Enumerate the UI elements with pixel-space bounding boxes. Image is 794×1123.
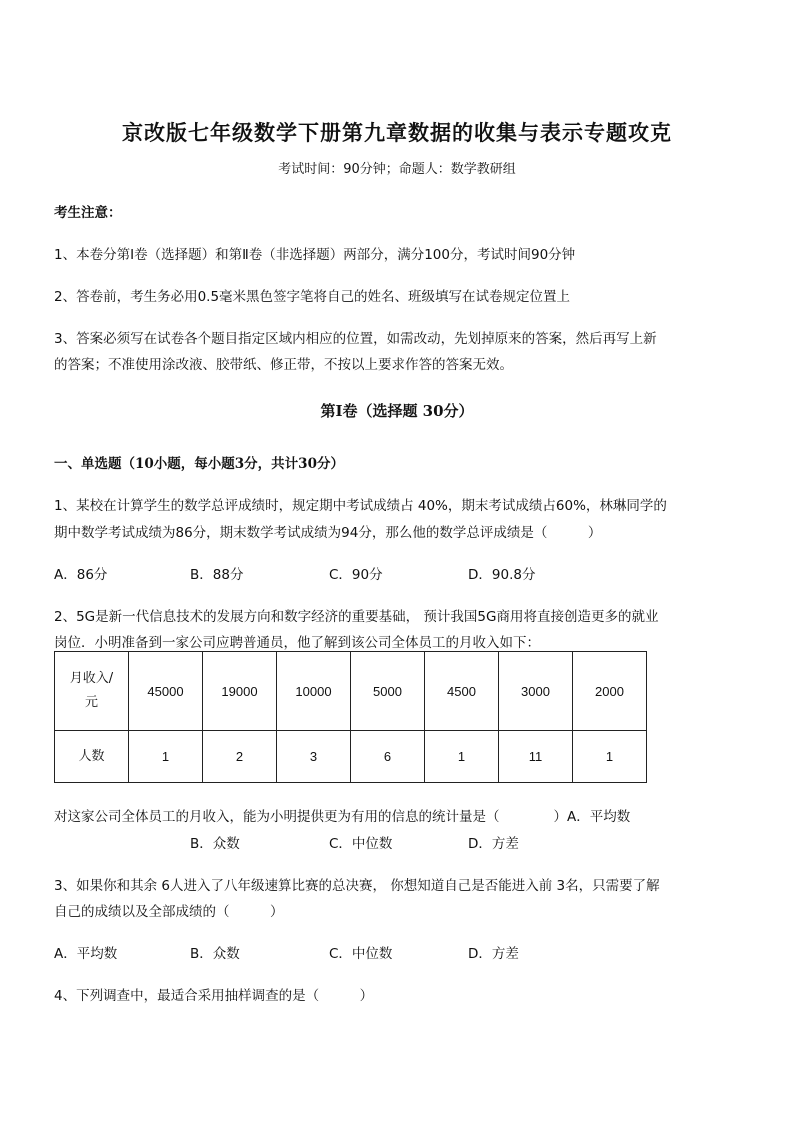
question-4-line-1: 4、下列调查中，最适合采用抽样调查的是（ ） [54,988,374,1004]
count-cell: 3 [277,731,351,783]
count-header-cell: 人数 [55,731,129,783]
q1-option-b[interactable]: B．88分 [190,567,244,583]
q1-option-d[interactable]: D．90.8分 [468,567,536,583]
q2-option-b[interactable]: B．众数 [190,836,240,852]
count-cell: 11 [499,731,573,783]
count-cell: 1 [129,731,203,783]
income-cell: 45000 [129,652,203,731]
income-cell: 5000 [351,652,425,731]
q3-option-b[interactable]: B．众数 [190,946,240,962]
question-2-stem-with-option-a[interactable]: 对这家公司全体员工的月收入，能为小明提供更为有用的信息的统计量是（ ）A．平均数 [54,809,631,825]
q3-option-d[interactable]: D．方差 [468,946,519,962]
q3-option-a[interactable]: A．平均数 [54,946,118,962]
income-table [54,651,647,783]
q3-option-c[interactable]: C．中位数 [329,946,393,962]
q2-option-d[interactable]: D．方差 [468,836,519,852]
income-header-line: 元 [84,695,98,710]
question-3-line-1: 3、如果你和其余 6人进入了八年级速算比赛的总决赛， 你想知道自己是否能进入前 3名，只需要了解 [54,878,660,894]
income-cell: 3000 [499,652,573,731]
income-cell: 2000 [573,652,647,731]
question-1-line-1: 1、某校在计算学生的数学总评成绩时，规定期中考试成绩占 40%，期末考试成绩占60%，林琳同学的 [54,498,667,514]
count-cell: 1 [573,731,647,783]
question-2-line-1: 2、5G是新一代信息技术的发展方向和数字经济的重要基础， 预计我国5G商用将直接创造更多的就业 [54,609,659,625]
q2-option-c[interactable]: C．中位数 [329,836,393,852]
section-title: 第Ⅰ卷（选择题 30分） [320,402,474,420]
count-cell: 2 [203,731,277,783]
count-cell: 6 [351,731,425,783]
q1-option-a[interactable]: A．86分 [54,567,108,583]
notice-item-continued: 的答案；不准使用涂改液、胶带纸、修正带，不按以上要求作答的答案无效。 [54,357,513,373]
notice-item: 2、答卷前，考生务必用0.5毫米黑色签字笔将自己的姓名、班级填写在试卷规定位置上 [54,289,571,305]
count-cell: 1 [425,731,499,783]
question-3-line-2: 自己的成绩以及全部成绩的（ ） [54,904,284,920]
page-title: 京改版七年级数学下册第九章数据的收集与表示专题攻克 [122,120,672,145]
question-1-line-2: 期中数学考试成绩为86分，期末数学考试成绩为94分，那么他的数学总评成绩是（ ） [54,525,602,541]
income-header-line: 月收入/ [69,671,114,686]
notice-item: 3、答案必须写在试卷各个题目指定区域内相应的位置，如需改动，先划掉原来的答案，然后再写上新 [54,331,657,347]
exam-info: 考试时间：90分钟；命题人：数学教研组 [278,162,516,177]
table-row [55,731,647,783]
question-2-line-2: 岗位．小明准备到一家公司应聘普通员，他了解到该公司全体员工的月收入如下： [54,635,540,651]
table-row [55,652,647,731]
q1-option-c[interactable]: C．90分 [329,567,383,583]
part-heading: 一、单选题（10小题，每小题3分，共计30分） [54,456,344,472]
income-cell: 4500 [425,652,499,731]
notice-heading: 考生注意： [54,205,122,221]
notice-item: 1、本卷分第Ⅰ卷（选择题）和第Ⅱ卷（非选择题）两部分，满分100分，考试时间90分钟 [54,247,576,263]
income-header-cell [55,652,129,731]
income-cell: 19000 [203,652,277,731]
income-cell: 10000 [277,652,351,731]
